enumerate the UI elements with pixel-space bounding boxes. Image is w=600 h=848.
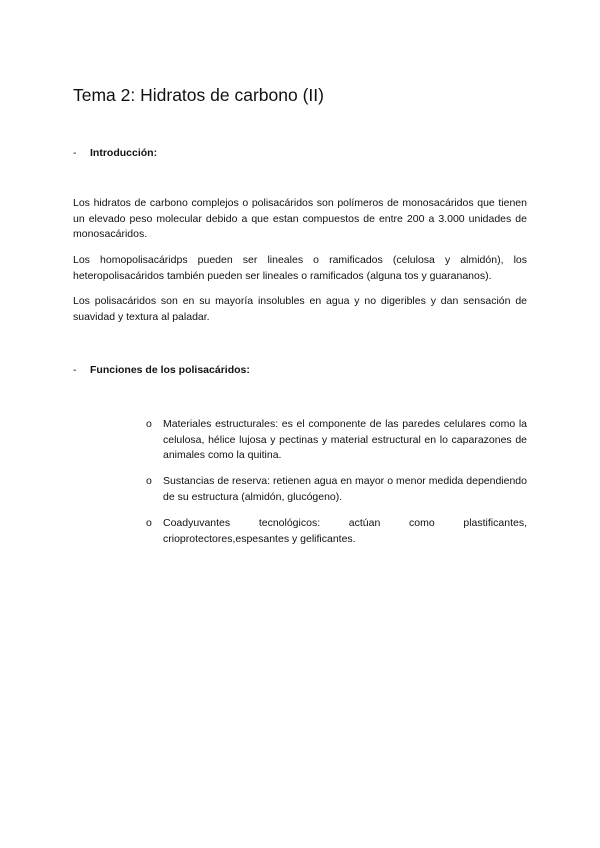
list-item: [146, 516, 527, 547]
list-item: [146, 474, 527, 505]
intro-paragraph-1: Los hidratos de carbono complejos o polisacáridos son polímeros de monosacáridos que tienen un elevado peso molecular debido a que estan compuestos de entre 200 a 3.000 unidades de monosacáridos.: [73, 197, 527, 240]
section-heading-functions: [73, 363, 250, 377]
list-item-text: Materiales estructurales: es el componente de las paredes celulares como la celulosa, hélice lujosa y pectinas y material estructural en lo caparazones de animales como la quitina.: [163, 418, 527, 461]
section-heading-label: Introducción:: [90, 147, 158, 159]
list-item: [146, 417, 527, 464]
section-heading-introduction: [73, 146, 157, 160]
section-dash: -: [73, 147, 77, 159]
section-dash: -: [73, 364, 77, 376]
list-item-text: Coadyuvantes tecnológicos: actúan como plastificantes, crioprotectores,espesantes y gelificantes.: [163, 517, 527, 545]
intro-paragraph-3: Los polisacáridos son en su mayoría insolubles en agua y no digeribles y dan sensación de suavidad y textura al paladar.: [73, 295, 527, 323]
bullet-marker: o: [146, 517, 152, 529]
bullet-marker: o: [146, 418, 152, 430]
bullet-marker: o: [146, 475, 152, 487]
list-item-text: Sustancias de reserva: retienen agua en mayor o menor medida dependiendo de su estructura (almidón, glucógeno).: [163, 475, 527, 503]
intro-paragraph-2: Los homopolisacáridps pueden ser lineales o ramificados (celulosa y almidón), los heteropolisacáridos también pueden ser lineales o ramificados (alguna tos y guarananos).: [73, 254, 527, 282]
section-heading-label: Funciones de los polisacáridos:: [90, 364, 250, 376]
page-title: Tema 2: Hidratos de carbono (II): [73, 85, 324, 105]
